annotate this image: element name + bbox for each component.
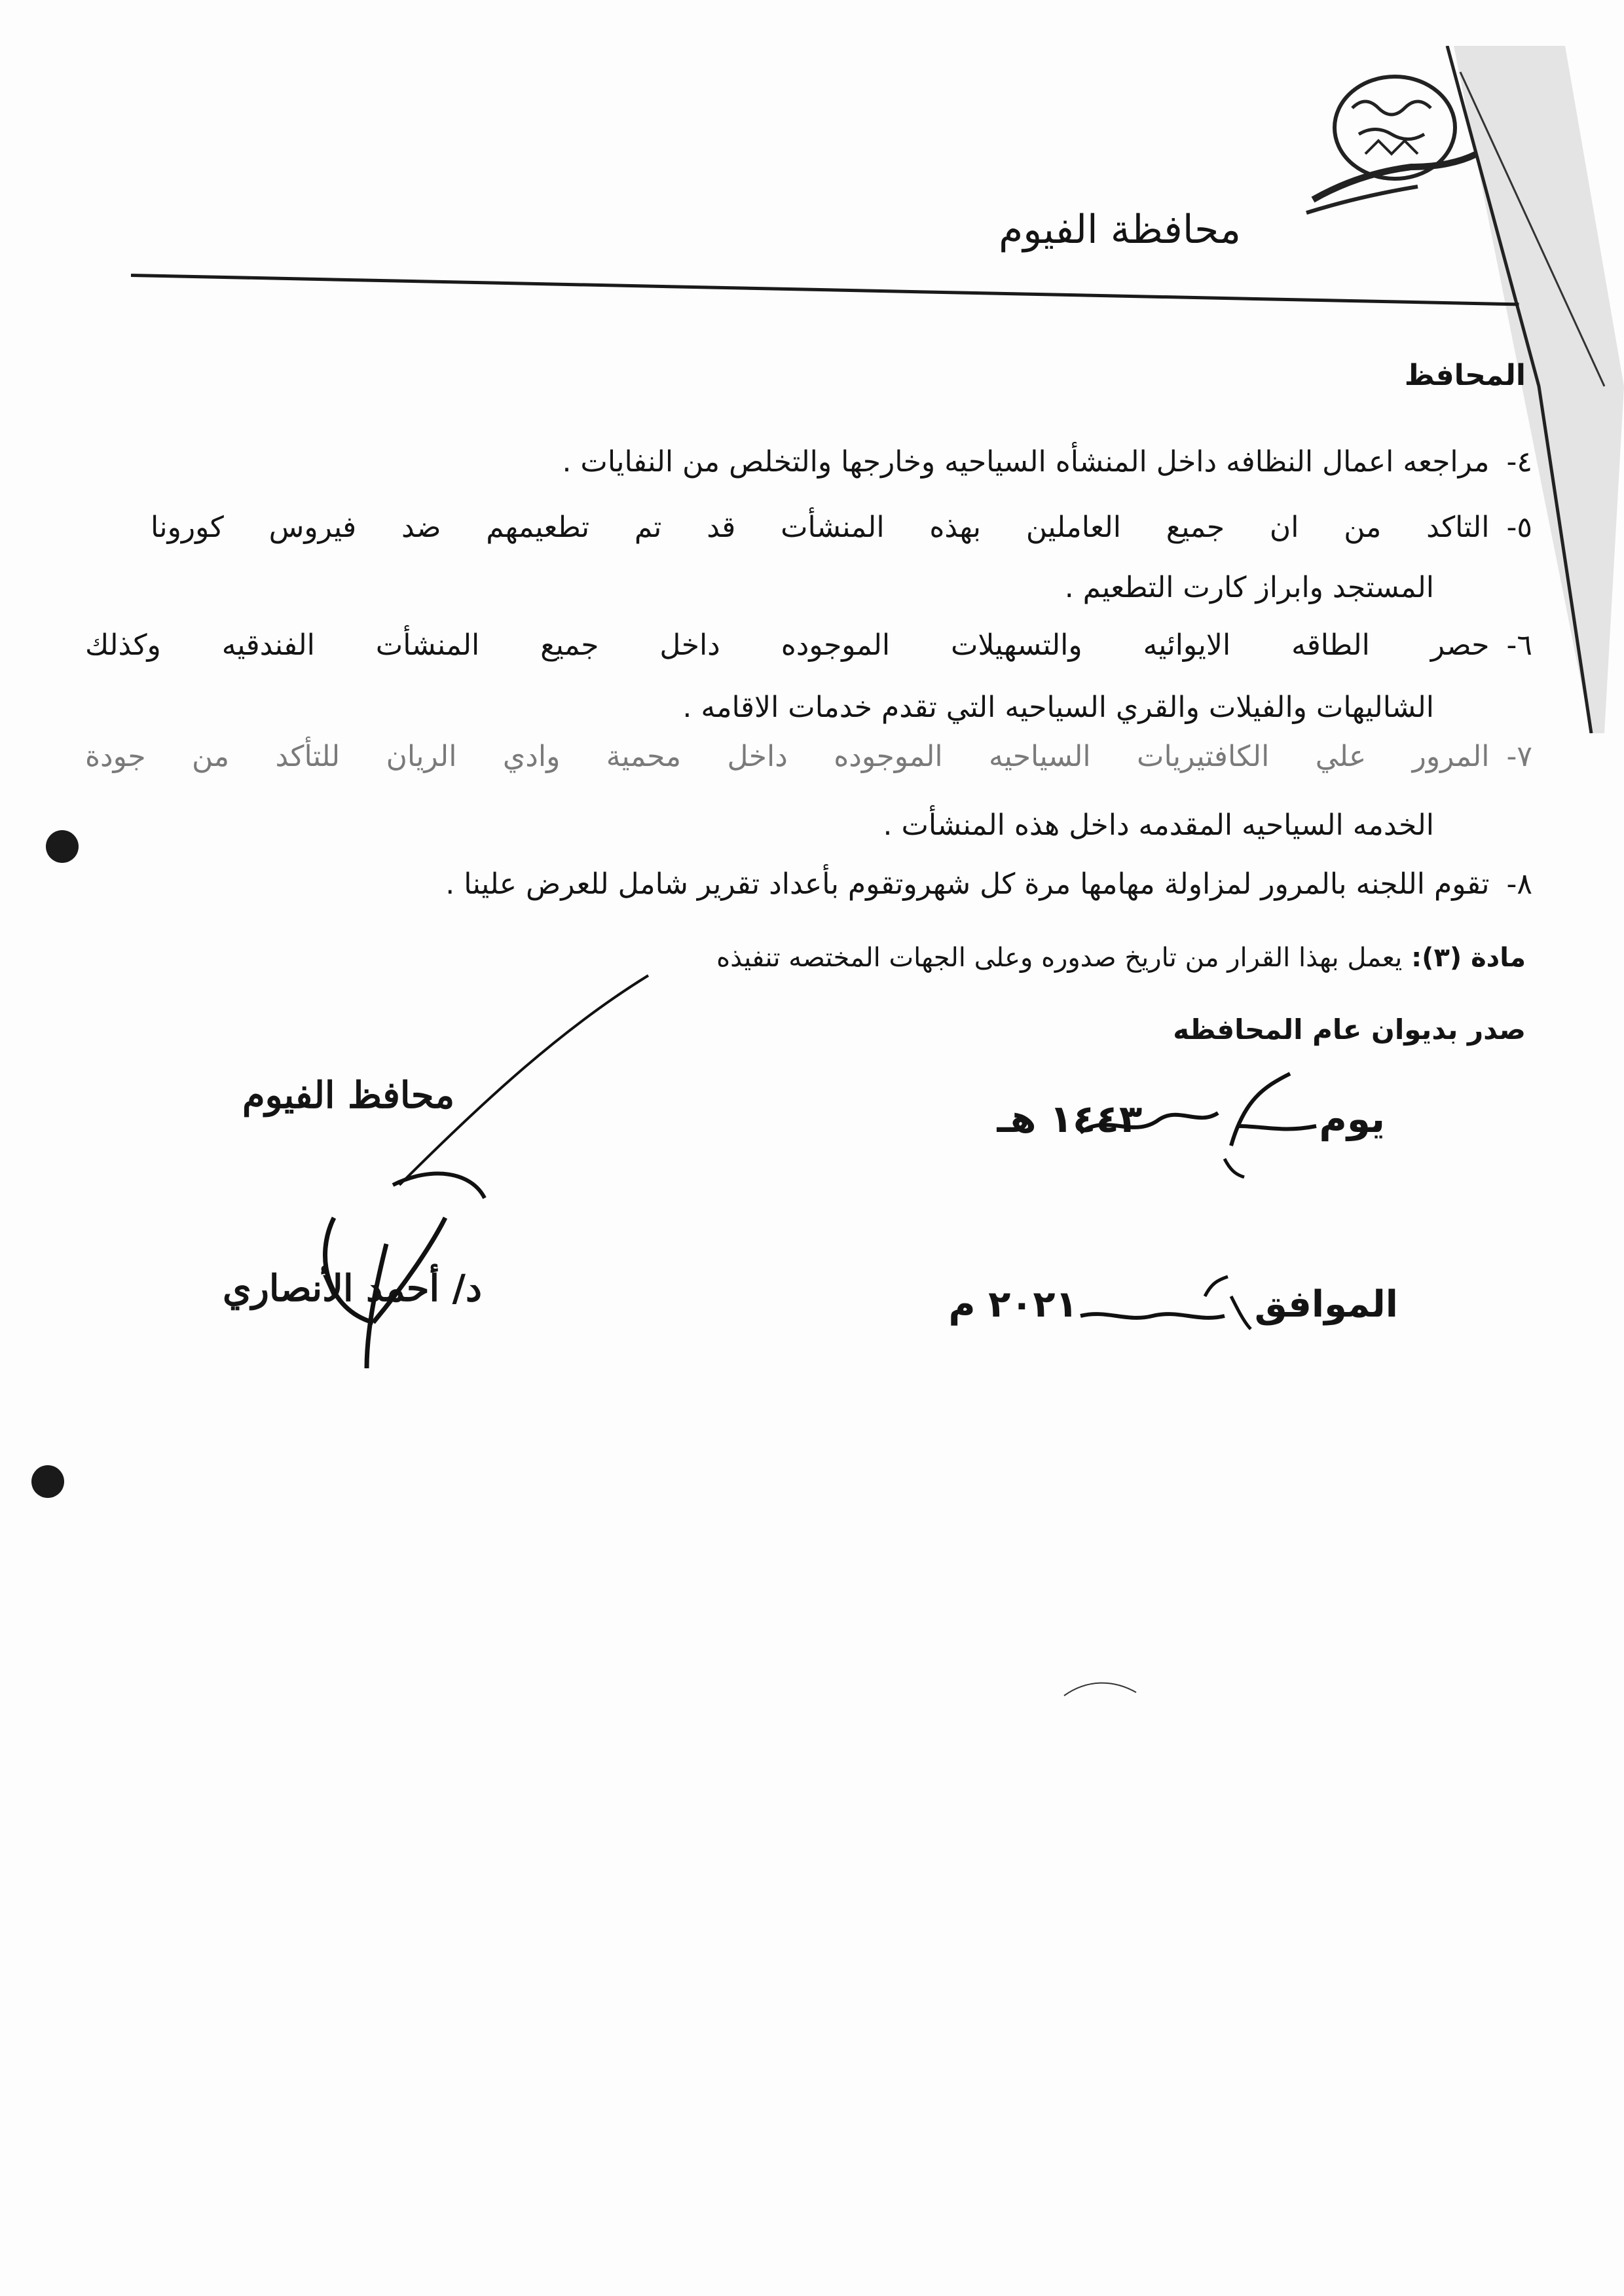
- item-number: ٦-: [1506, 629, 1532, 662]
- item-text: تقوم اللجنه بالمرور لمزاولة مهامها مرة كل شهروتقوم بأعداد تقرير شامل للعرض علينا .: [445, 867, 1490, 901]
- punch-hole: [46, 830, 79, 863]
- punch-hole: [31, 1465, 64, 1498]
- list-item: [85, 740, 1532, 773]
- item-number: ٧-: [1506, 740, 1532, 773]
- article-label: مادة (٣):: [1411, 943, 1526, 973]
- list-item: [445, 867, 1532, 901]
- item-continuation: المستجد وابراز كارت التطعيم .: [1064, 571, 1434, 604]
- item-text: مراجعه اعمال النظافه داخل المنشأه السياحيه وخارجها والتخلص من النفايات .: [562, 445, 1490, 479]
- item-text: حصر الطاقه الايوائيه والتسهيلات الموجوده داخل جميع المنشأت الفندقيه وكذلك: [85, 629, 1490, 662]
- item-continuation: الشاليهات والفيلات والقري السياحيه التي تقدم خدمات الاقامه .: [682, 691, 1434, 724]
- gregorian-suffix: ٢٠٢١ م: [948, 1283, 1078, 1326]
- handwritten-gregorian-month: [1074, 1270, 1270, 1349]
- header-divider: [131, 274, 1519, 306]
- handwritten-hijri-month: [1067, 1061, 1329, 1178]
- section-label: المحافظ: [1404, 359, 1526, 392]
- list-item: [151, 511, 1532, 544]
- item-text: التاكد من ان جميع العاملين بهذه المنشأت قد تم تطعيمهم ضد فيروس كورونا: [151, 511, 1490, 544]
- article-3: [716, 943, 1526, 973]
- list-item: [85, 629, 1532, 662]
- gregorian-prefix: الموافق: [1254, 1283, 1398, 1326]
- issued-at: صدر بديوان عام المحافظه: [1173, 1013, 1526, 1046]
- stray-mark: [1061, 1676, 1139, 1702]
- item-number: ٤-: [1506, 445, 1532, 479]
- list-item: [562, 445, 1532, 479]
- item-number: ٨-: [1506, 867, 1532, 901]
- governorate-title: محافظة الفيوم: [999, 207, 1241, 253]
- item-number: ٥-: [1506, 511, 1532, 544]
- item-text: المرور علي الكافتيريات السياحيه الموجوده داخل محمية وادي الريان للتأكد من جودة: [85, 740, 1490, 773]
- signatory-name: د/ أحمد الأنصاري: [223, 1267, 482, 1310]
- hijri-suffix: ١٤٤٣ هـ: [997, 1097, 1143, 1141]
- hijri-prefix: يوم: [1319, 1097, 1385, 1141]
- item-continuation: الخدمه السياحيه المقدمه داخل هذه المنشأت .: [883, 809, 1434, 842]
- article-text: يعمل بهذا القرار من تاريخ صدوره وعلى الجهات المختصه تنفيذه: [716, 943, 1403, 973]
- handwritten-signature: [236, 969, 694, 1375]
- signatory-title: محافظ الفيوم: [242, 1074, 455, 1117]
